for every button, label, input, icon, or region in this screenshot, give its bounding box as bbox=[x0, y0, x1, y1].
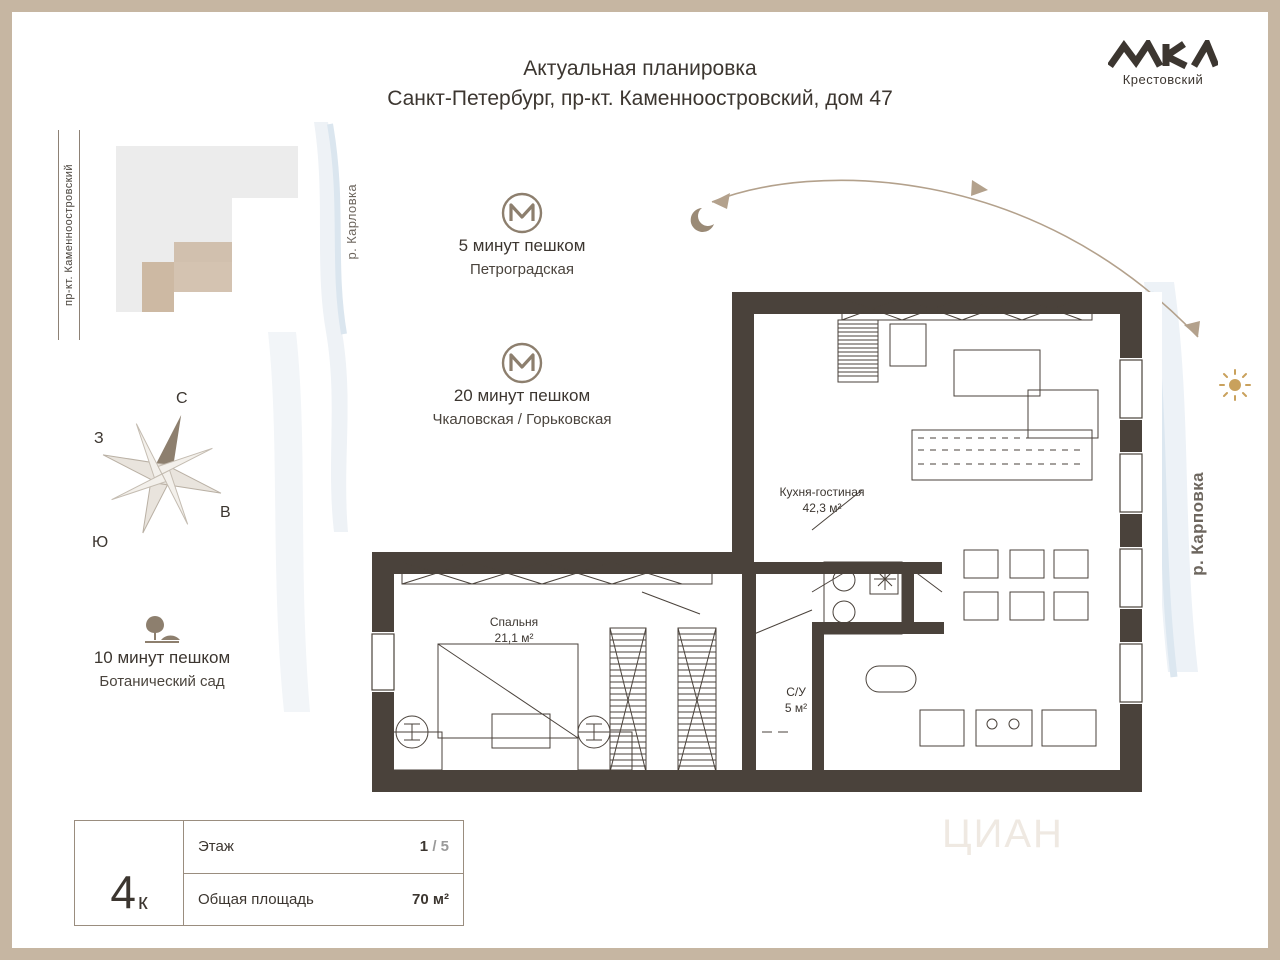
total-area-value: 70 м² bbox=[412, 890, 449, 908]
poi-name: Петроградская bbox=[470, 261, 574, 278]
floorplan-sheet bbox=[12, 12, 1268, 948]
rooms-count-block bbox=[75, 821, 184, 925]
metro-icon bbox=[362, 192, 682, 234]
room-label-bathroom bbox=[748, 684, 844, 716]
compass-south-label: Ю bbox=[92, 534, 109, 551]
title-line-2: Санкт-Петербург, пр-кт. Каменноостровский, дом 47 bbox=[387, 87, 893, 110]
compass-rose bbox=[72, 382, 252, 562]
rooms-count-value: 4 bbox=[110, 866, 136, 918]
room-name: Кухня-гостиная bbox=[779, 485, 865, 499]
poi-botanical-garden bbox=[32, 612, 292, 694]
floor-total: 5 bbox=[440, 838, 449, 856]
room-name: С/У bbox=[786, 685, 806, 699]
compass-north-label: С bbox=[176, 390, 188, 407]
compass-west-label: З bbox=[94, 430, 104, 447]
watermark: ЦИАН bbox=[942, 812, 1064, 856]
floor-separator: / bbox=[432, 838, 437, 856]
floor-label: Этаж bbox=[198, 838, 234, 856]
poi-name: Чкаловская / Горьковская bbox=[432, 411, 612, 428]
room-area: 21,1 м² bbox=[494, 631, 534, 645]
room-label-bedroom bbox=[434, 614, 594, 646]
title-line-1: Актуальная планировка bbox=[523, 57, 757, 80]
river-label-left: р. Карловка bbox=[344, 184, 359, 260]
poi-time: 10 минут пешком bbox=[93, 648, 231, 667]
river-label-right: р. Карповка bbox=[1188, 472, 1207, 576]
sun-icon bbox=[1218, 368, 1252, 407]
summary-info-box bbox=[74, 820, 464, 926]
logo-brand-text: Крестовский bbox=[1122, 72, 1204, 87]
rooms-count-suffix: к bbox=[137, 889, 148, 914]
poi-name: Ботанический сад bbox=[99, 673, 225, 690]
floor-value-group bbox=[420, 838, 449, 855]
room-name: Спальня bbox=[489, 615, 539, 629]
summary-row-floor bbox=[184, 821, 463, 874]
compass-east-label: В bbox=[220, 504, 231, 521]
apartment-floorplan bbox=[342, 262, 1182, 822]
room-area: 5 м² bbox=[784, 701, 808, 715]
building-minimap bbox=[112, 142, 312, 322]
summary-rows bbox=[184, 821, 463, 925]
park-icon bbox=[32, 612, 292, 646]
poi-time: 5 минут пешком bbox=[458, 236, 586, 255]
room-area: 42,3 м² bbox=[802, 501, 842, 515]
poi-time: 20 минут пешком bbox=[453, 386, 591, 405]
summary-row-area bbox=[184, 874, 463, 926]
floor-current: 1 bbox=[419, 838, 429, 856]
total-area-label: Общая площадь bbox=[198, 890, 314, 908]
street-label-small: пр-кт. Каменноостровский bbox=[58, 130, 80, 340]
room-label-kitchen-living bbox=[742, 484, 902, 516]
